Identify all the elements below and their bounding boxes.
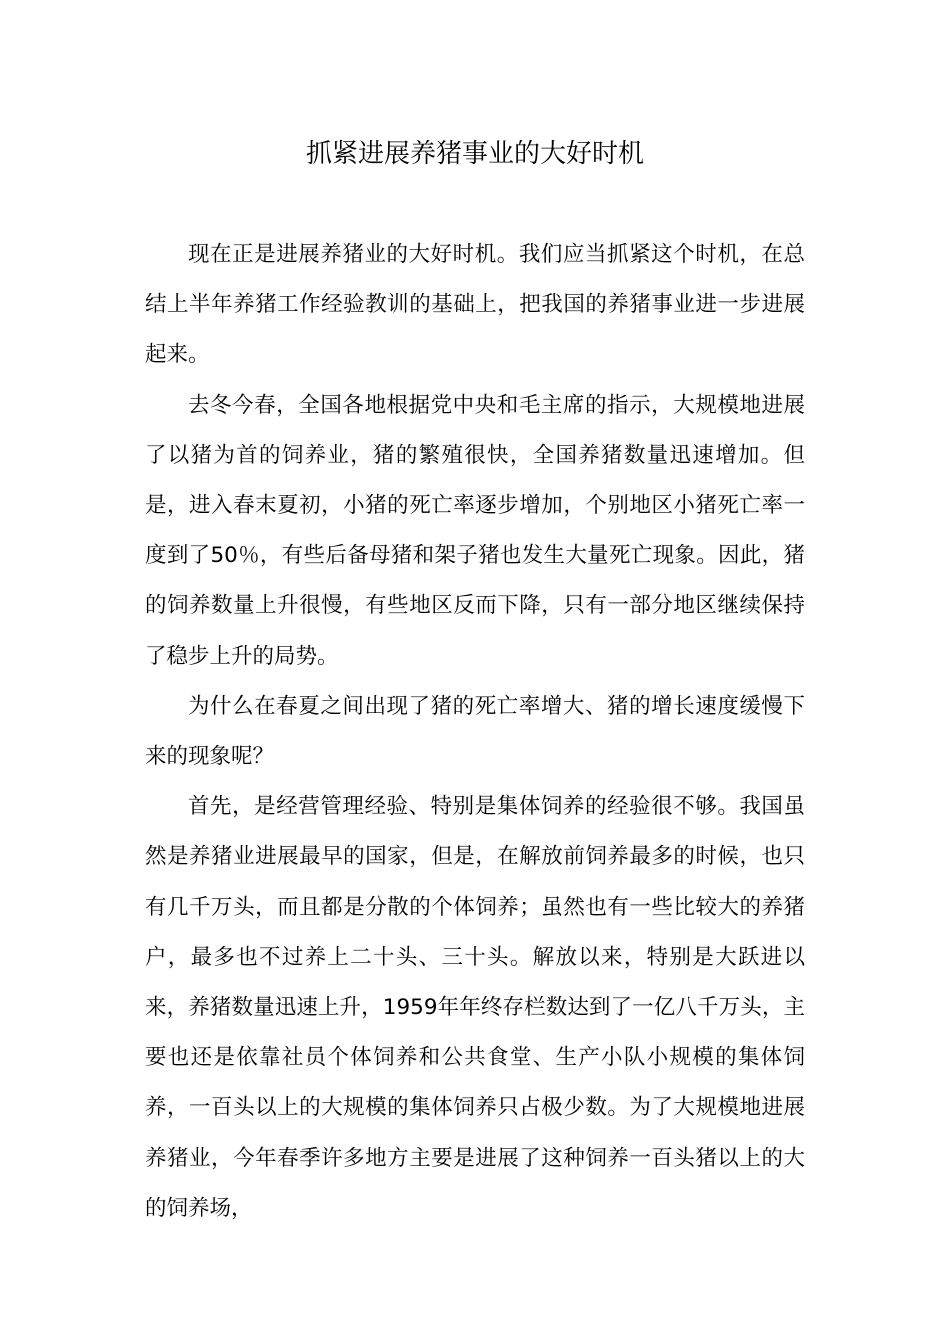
paragraph-2: 去冬今春，全国各地根据党中央和毛主席的指示，大规模地进展了以猪为首的饲养业，猪的繁殖很快，全国养猪数量迅速增加。但是，进入春末夏初，小猪的死亡率逐步增加，个别地区小猪死亡率一度到了50％，有些后备母猪和架子猪也发生大量死亡现象。因此，猪的饲养数量上升很慢，有些地区反而下降，只有一部分地区继续保持了稳步上升的局势。 <box>145 392 805 669</box>
paragraph-3: 为什么在春夏之间出现了猪的死亡率增大、猪的增长速度缓慢下来的现象呢？ <box>145 693 805 770</box>
paragraph-1: 现在正是进展养猪业的大好时机。我们应当抓紧这个时机，在总结上半年养猪工作经验教训的基础上，把我国的养猪事业进一步进展起来。 <box>145 242 805 368</box>
document-body <box>145 230 805 1234</box>
document-title: 抓紧进展养猪事业的大好时机 <box>305 139 644 169</box>
paragraph-4: 首先，是经营管理经验、特别是集体饲养的经验很不够。我国虽然是养猪业进展最早的国家，但是，在解放前饲养最多的时候，也只有几千万头，而且都是分散的个体饲养；虽然也有一些比较大的养猪户，最多也不过养上二十头、三十头。解放以来，特别是大跃进以来，养猪数量迅速上升，1959年年终存栏数达到了一亿八千万头，主要也还是依靠社员个体饲养和公共食堂、生产小队小规模的集体饲养，一百头以上的大规模的集体饲养只占极少数。为了大规模地进展养猪业，今年春季许多地方主要是进展了这种饲养一百头猪以上的大的饲养场， <box>145 794 805 1221</box>
